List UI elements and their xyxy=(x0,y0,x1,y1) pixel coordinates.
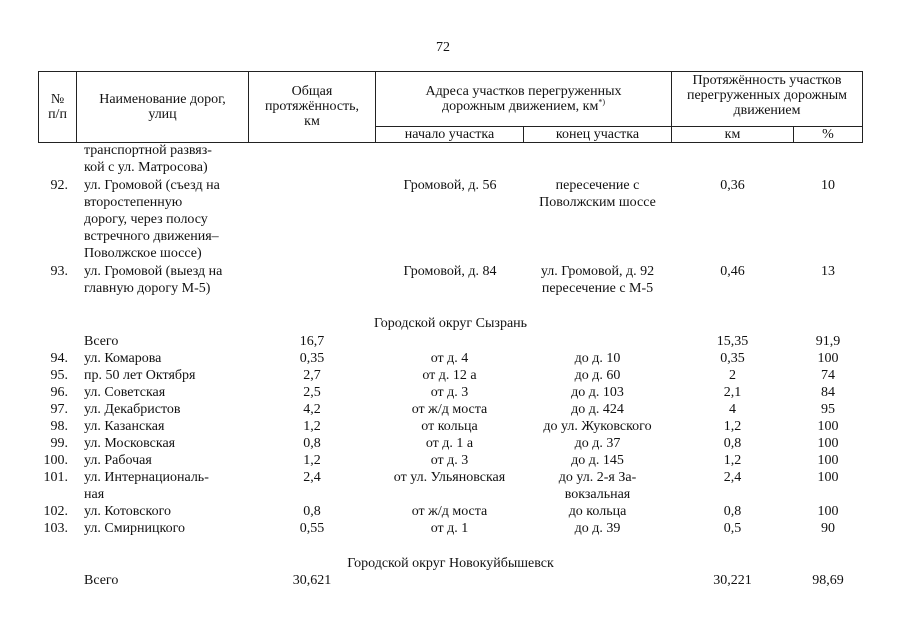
header-top-rule xyxy=(38,71,863,72)
section-title: Городской округ Сызрань xyxy=(373,316,528,331)
page-number: 72 xyxy=(436,40,450,55)
header-end: конец участка xyxy=(555,127,640,142)
header-name: Наименование дорог, улиц xyxy=(99,92,226,122)
header-num: № п/п xyxy=(48,92,67,122)
header-total-length: Общая протяжённость, км xyxy=(264,84,360,129)
section-title: Городской округ Новокуйбышевск xyxy=(347,556,554,571)
header-overloaded: Протяжённость участков перегруженных дорожным движением xyxy=(686,73,848,118)
header-addresses: Адреса участков перегруженных дорожным движением, км*) xyxy=(425,84,622,114)
header-border xyxy=(862,71,863,143)
header-km: км xyxy=(724,127,741,142)
header-pct: % xyxy=(822,127,834,142)
header-start: начало участка xyxy=(404,127,495,142)
